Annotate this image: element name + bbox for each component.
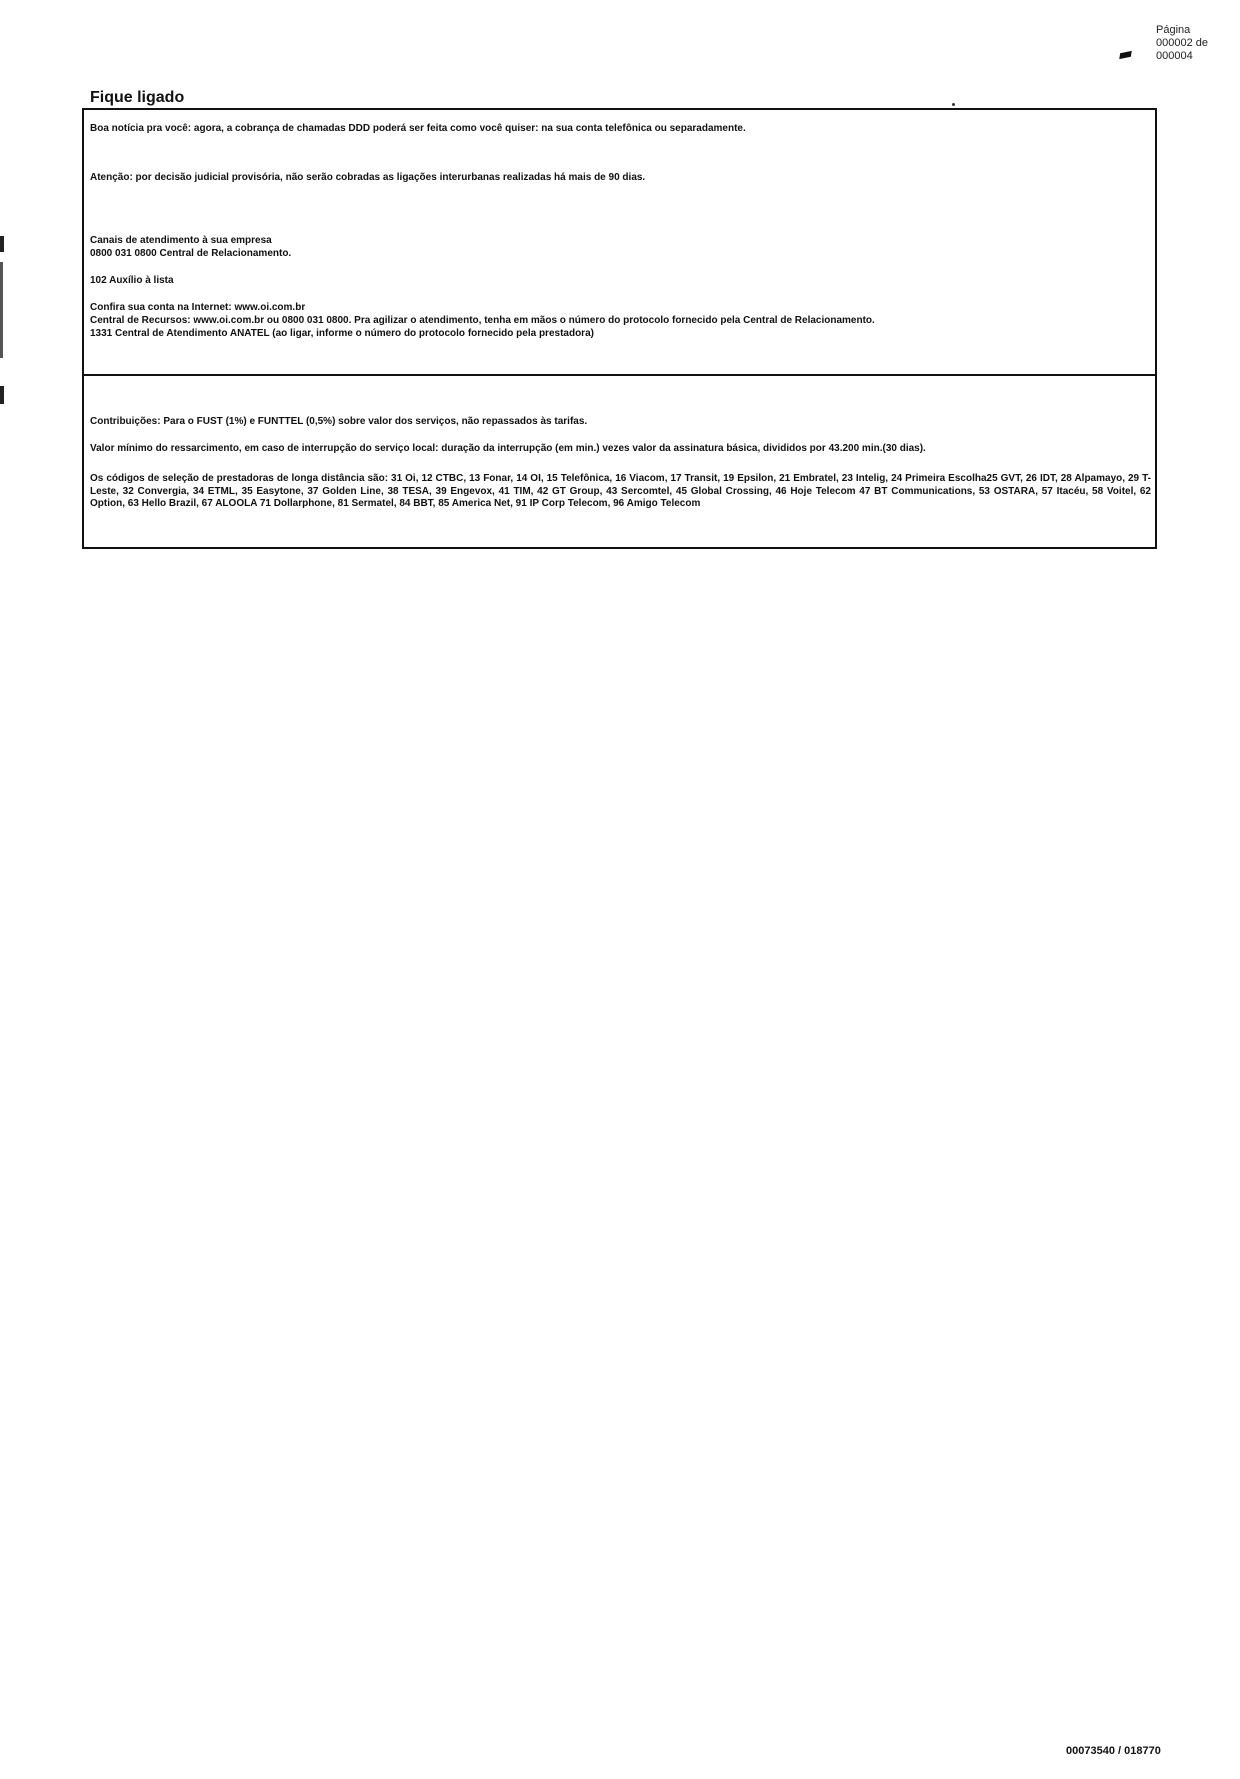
- info-box: [82, 108, 1157, 376]
- anatel-text: 1331 Central de Atendimento ANATEL (ao ligar, informe o número do protocolo fornecido pela prestadora): [90, 328, 594, 339]
- codigos-prestadoras: Os códigos de seleção de prestadoras de longa distância são: 31 Oi, 12 CTBC, 13 Fonar, 14 OI, 15 Telefônica, 16 Viacom, 17 Transit, 19 Epsilon, 21 Embratel, 23 Intelig, 24 Primeira Escolha25 GVT, 26 IDT, 28 Alpamayo, 29 T-Leste, 32 Convergia, 34 ETML, 35 Easytone, 37 Golden Line, 38 TESA, 39 Engevox, 41 TIM, 42 GT Group, 43 Sercomtel, 45 Global Crossing, 46 Hoje Telecom 47 BT Communications, 53 OSTARA, 57 Itacéu, 58 Voitel, 62 Option, 63 Hello Brazil, 67 ALOOLA 71 Dollarphone, 81 Sermatel, 84 BBT, 85 America Net, 91 IP Corp Telecom, 96 Amigo Telecom: [90, 473, 1151, 509]
- scan-edge-mark: [0, 236, 4, 252]
- scan-dot: [952, 103, 955, 106]
- page-current: 000002 de: [1156, 37, 1208, 49]
- contribuicoes-text: Contribuições: Para o FUST (1%) e FUNTTEL (0,5%) sobre valor dos serviços, não repassados às tarifas.: [90, 416, 588, 427]
- boa-noticia-text: Boa notícia pra você: agora, a cobrança de chamadas DDD poderá ser feita como você quiser: na sua conta telefônica ou separadamente.: [90, 123, 746, 134]
- auxilio-lista: 102 Auxílio à lista: [90, 275, 174, 286]
- document-code: 00073540 / 018770: [1066, 1745, 1161, 1757]
- page-number: [1156, 24, 1226, 63]
- confira-conta: Confira sua conta na Internet: www.oi.com.br: [90, 302, 306, 313]
- section-title: Fique ligado: [90, 89, 185, 106]
- central-recursos: Central de Recursos: www.oi.com.br ou 0800 031 0800. Pra agilizar o atendimento, tenha em mãos o número do protocolo fornecido pela Central de Relacionamento.: [90, 315, 875, 326]
- scan-edge-mark: [0, 386, 4, 404]
- atencao-text: Atenção: por decisão judicial provisória, não serão cobradas as ligações interurbanas realizadas há mais de 90 dias.: [90, 172, 646, 183]
- valor-minimo-text: Valor mínimo do ressarcimento, em caso de interrupção do serviço local: duração da interrupção (em min.) vezes valor da assinatura básica, divididos por 43.200 min.(30 dias).: [90, 443, 926, 454]
- page-label: Página: [1156, 24, 1191, 36]
- scan-edge-mark: [0, 262, 3, 358]
- canais-title: Canais de atendimento à sua empresa: [90, 235, 272, 246]
- legal-box: [82, 374, 1157, 549]
- page-total: 000004: [1156, 50, 1193, 62]
- arrow-marker-icon: [1119, 51, 1131, 59]
- canais-phone: 0800 031 0800 Central de Relacionamento.: [90, 248, 292, 259]
